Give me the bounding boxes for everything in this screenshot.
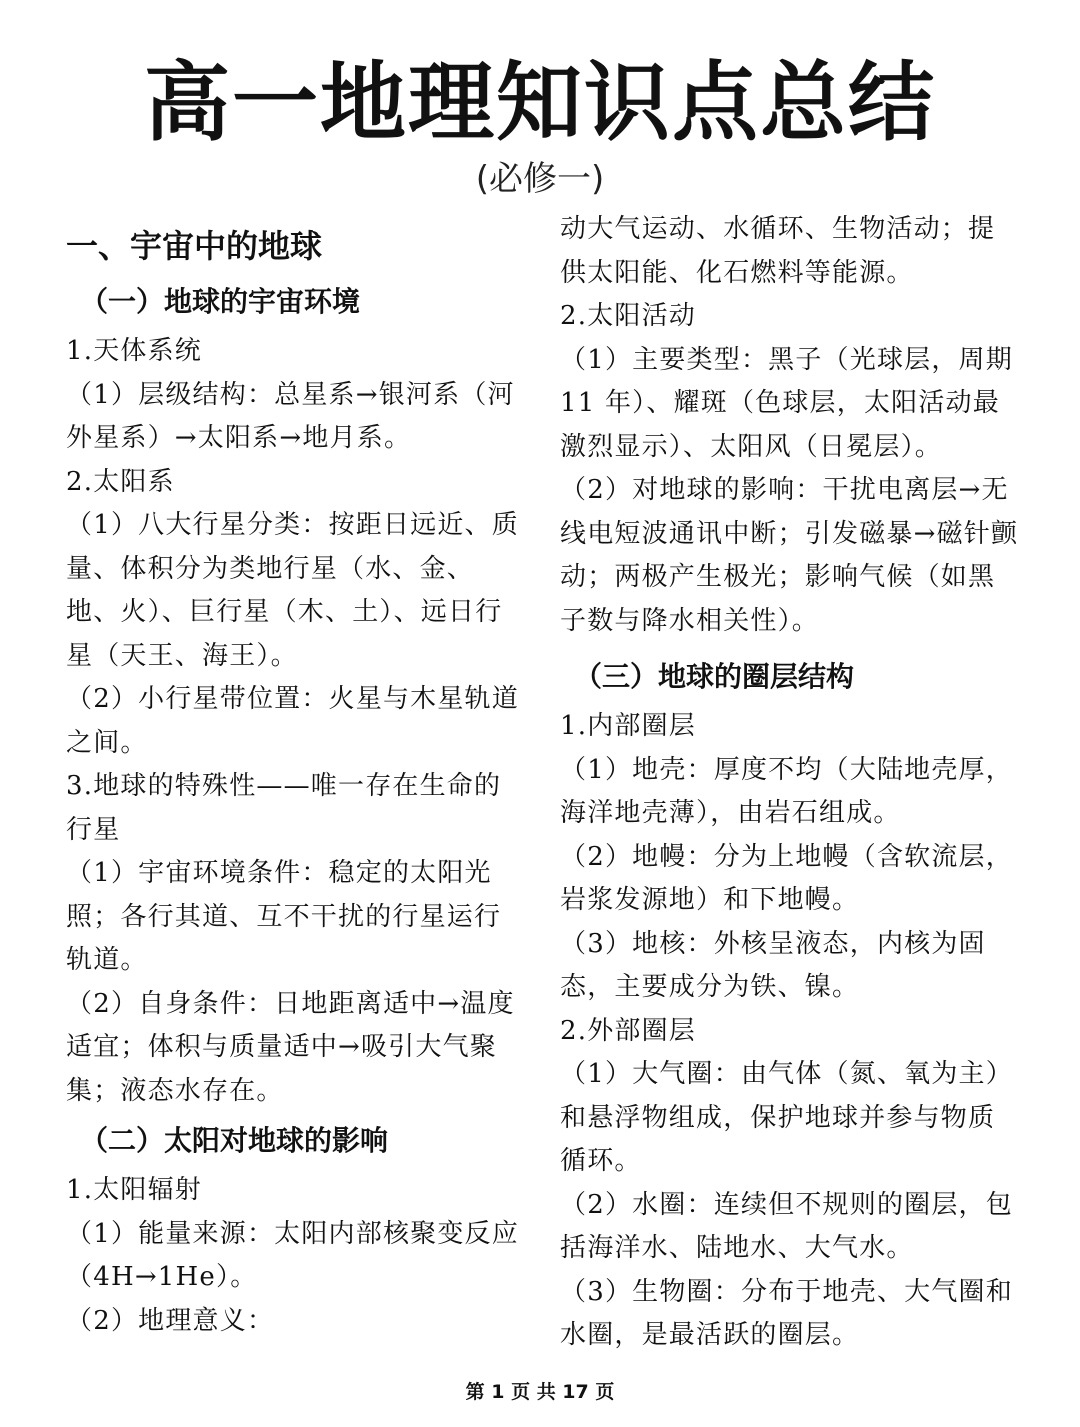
list-item: （1）能量来源：太阳内部核聚变反应（4H→1He）。 xyxy=(66,1218,519,1292)
list-item: （1）八大行星分类：按距日远近、质量、体积分为类地行星（水、金、地、火）、巨行星（木、土）、远日行星（天王、海王）。 xyxy=(66,510,519,671)
subsection-heading: （一）地球的宇宙环境 xyxy=(80,285,361,318)
list-item: 2.太阳活动 xyxy=(560,301,697,331)
list-item: （2）自身条件：日地距离适中→温度适宜；体积与质量适中→吸引大气聚集；液态水存在。 xyxy=(66,988,515,1106)
list-item: （2）地理意义： xyxy=(66,1305,275,1336)
list-item: 1.内部圈层 xyxy=(560,711,697,741)
subsection-heading: （二）太阳对地球的影响 xyxy=(80,1124,389,1157)
list-item: （1）地壳：厚度不均（大陆地壳厚，海洋地壳薄），由岩石组成。 xyxy=(560,754,1013,828)
section-heading: 一、宇宙中的地球 xyxy=(66,227,323,265)
page-footer: 第 1 页 共 17 页 xyxy=(465,1381,615,1403)
list-item: 1.天体系统 xyxy=(66,336,203,366)
left-column xyxy=(66,208,526,1343)
list-item: （1）宇宙环境条件：稳定的太阳光照；各行其道、互不干扰的行星运行轨道。 xyxy=(66,858,502,975)
list-item: 2.太阳系 xyxy=(66,466,175,497)
right-column xyxy=(560,208,1020,1358)
list-item: 2.外部圈层 xyxy=(560,1015,697,1046)
list-item: （1）主要类型：黑子（光球层，周期 11 年）、耀斑（色球层，太阳活动最激烈显示）、太阳风（日冕层）。 xyxy=(560,344,1013,462)
list-item: （1）大气圈：由气体（氮、氧为主）和悬浮物组成，保护地球并参与物质循环。 xyxy=(560,1059,1013,1176)
list-item: （3）生物圈：分布于地壳、大气圈和水圈，是最活跃的圈层。 xyxy=(560,1276,1013,1350)
list-item: （1）层级结构：总星系→银河系（河外星系）→太阳系→地月系。 xyxy=(66,379,515,453)
list-item: （3）地核：外核呈液态，内核为固态，主要成分为铁、镍。 xyxy=(560,928,986,1002)
list-item: （2）水圈：连续但不规则的圈层，包括海洋水、陆地水、大气水。 xyxy=(560,1189,1013,1263)
page-subtitle: (必修一) xyxy=(475,159,605,199)
list-item: （2）地幔：分为上地幔（含软流层，岩浆发源地）和下地幔。 xyxy=(560,841,1013,915)
list-item: （2）对地球的影响：干扰电离层→无线电短波通讯中断；引发磁暴→磁针颤动；两极产生极光；影响气候（如黑子数与降水相关性）。 xyxy=(560,475,1019,636)
list-item: 3.地球的特殊性——唯一存在生命的行星 xyxy=(66,771,502,845)
list-item: 动大气运动、水循环、生物活动；提供太阳能、化石燃料等能源。 xyxy=(560,214,996,288)
subsection-heading: （三）地球的圈层结构 xyxy=(574,660,855,693)
page-title: 高一地理知识点总结 xyxy=(144,53,936,153)
list-item: （2）小行星带位置：火星与木星轨道之间。 xyxy=(66,684,519,758)
list-item: 1.太阳辐射 xyxy=(66,1175,203,1205)
